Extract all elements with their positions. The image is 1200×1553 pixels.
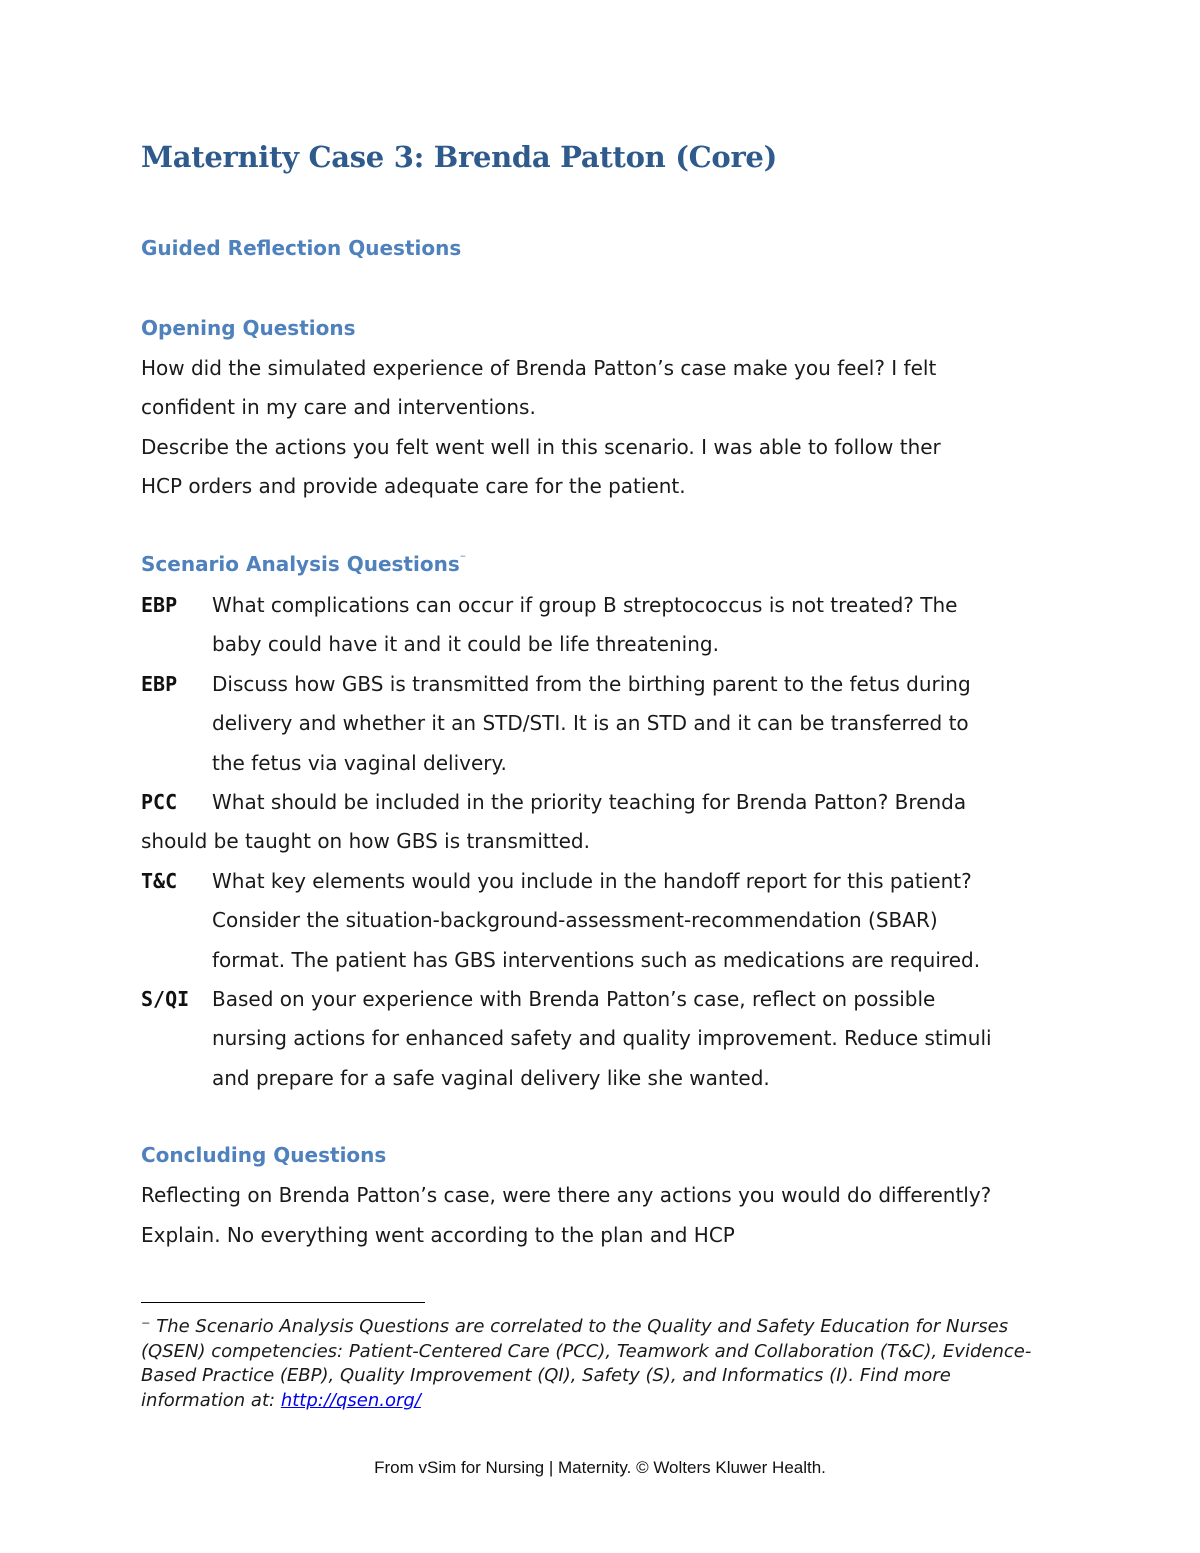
footnote-reference[interactable]: ⁻ <box>459 551 467 565</box>
opening-line: How did the simulated experience of Brenda Patton’s case make you feel? I felt <box>141 356 937 380</box>
question-line: format. The patient has GBS interventions such as medications are required. <box>212 948 981 972</box>
concluding-line: Explain. No everything went according to the plan and HCP <box>141 1223 735 1247</box>
page-footer: From vSim for Nursing | Maternity. © Wolters Kluwer Health. <box>374 1458 826 1477</box>
qsen-link[interactable]: http://qsen.org/ <box>280 1389 421 1411</box>
question-line: Discuss how GBS is transmitted from the birthing parent to the fetus during <box>212 672 971 696</box>
question-line: What should be included in the priority teaching for Brenda Patton? Brenda <box>212 790 967 814</box>
competency-tag: EBP <box>141 672 178 696</box>
question-line: and prepare for a safe vaginal delivery like she wanted. <box>212 1066 770 1090</box>
opening-line: Describe the actions you felt went well in this scenario. I was able to follow ther <box>141 435 941 459</box>
question-line: baby could have it and it could be life threatening. <box>212 632 719 656</box>
section-subtitle: Guided Reflection Questions <box>141 236 462 260</box>
concluding-line: Reflecting on Brenda Patton’s case, were there any actions you would do differently? <box>141 1183 992 1207</box>
competency-tag: T&C <box>141 869 178 893</box>
scenario-heading-text: Scenario Analysis Questions <box>141 552 460 576</box>
footnote-text: The Scenario Analysis Questions are correlated to the Quality and Safety Education for Nurses (QSEN) competencies: Patient-Centered Care (PCC), Teamwork and Collaboration (T&C), Evidence-Based Practice (EBP), Quality Improvement (QI), Safety (S), and Informatics (I). Find more information at: <box>141 1316 1032 1411</box>
question-line: What complications can occur if group B streptococcus is not treated? The <box>212 593 958 617</box>
question-line: What key elements would you include in the handoff report for this patient? <box>212 869 972 893</box>
question-line: the fetus via vaginal delivery. <box>212 751 507 775</box>
competency-tag: EBP <box>141 593 178 617</box>
competency-tag: PCC <box>141 790 178 814</box>
question-line: Consider the situation-background-assessment-recommendation (SBAR) <box>212 908 938 932</box>
opening-line: confident in my care and interventions. <box>141 395 536 419</box>
footnote-mark: ⁻ <box>141 1316 151 1337</box>
opening-line: HCP orders and provide adequate care for the patient. <box>141 474 686 498</box>
page-title: Maternity Case 3: Brenda Patton (Core) <box>141 140 778 174</box>
question-line: nursing actions for enhanced safety and quality improvement. Reduce stimuli <box>212 1026 992 1050</box>
footnote <box>141 1315 1041 1413</box>
question-line: should be taught on how GBS is transmitted. <box>141 829 590 853</box>
competency-tag: S/QI <box>141 987 190 1011</box>
question-line: delivery and whether it an STD/STI. It is an STD and it can be transferred to <box>212 711 969 735</box>
concluding-heading: Concluding Questions <box>141 1143 387 1167</box>
opening-heading: Opening Questions <box>141 316 356 340</box>
footnote-separator <box>141 1302 425 1303</box>
question-line: Based on your experience with Brenda Patton’s case, reflect on possible <box>212 987 936 1011</box>
scenario-heading <box>141 552 466 576</box>
